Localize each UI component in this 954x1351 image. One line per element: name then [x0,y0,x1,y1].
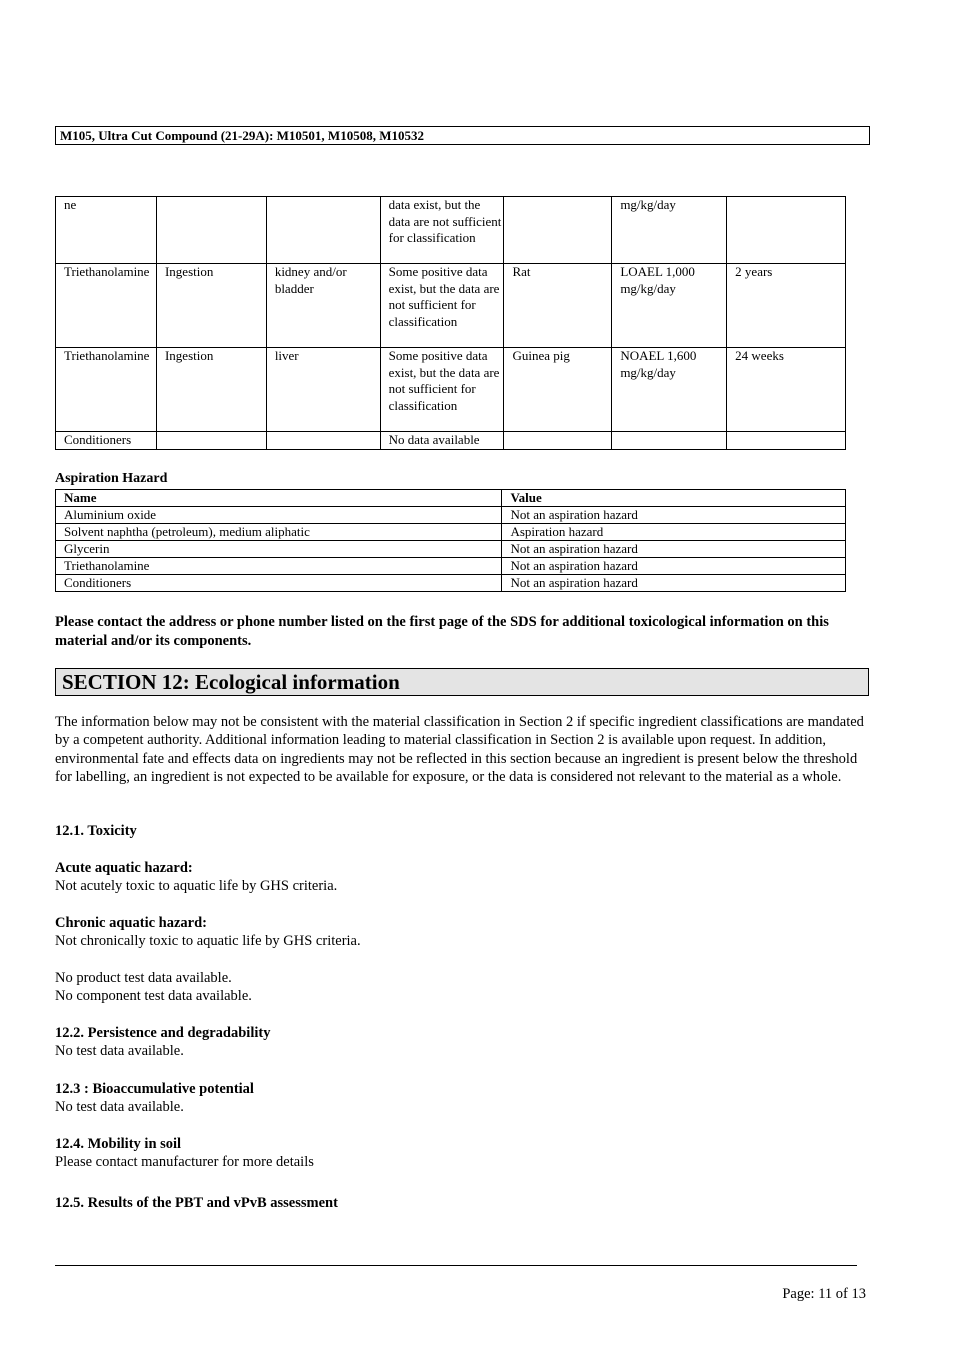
section-12-title: SECTION 12: Ecological information [55,668,869,696]
table-cell [727,432,846,450]
table-cell: Conditioners [56,575,502,592]
table-cell: Not an aspiration hazard [502,575,846,592]
table-cell [612,432,727,450]
table-cell: Ingestion [156,264,266,348]
table-row [56,197,846,264]
table-cell: Not an aspiration hazard [502,541,846,558]
bioaccumulative-text: No test data available. [55,1099,184,1115]
contact-note: Please contact the address or phone number listed on the first page of the SDS for additional toxicological information on this material and/or its components. [55,614,829,649]
table-cell [156,197,266,264]
table-cell: Aspiration hazard [502,524,846,541]
table-cell: liver [266,348,380,432]
column-header-name: Name [56,490,502,507]
no-component-data: No component test data available. [55,988,252,1004]
footer-divider [55,1265,857,1266]
page-number: Page: 11 of 13 [782,1286,866,1302]
table-cell [266,432,380,450]
toxicity-table [55,196,846,450]
chronic-hazard-heading: Chronic aquatic hazard: [55,915,207,931]
table-cell: 24 weeks [727,348,846,432]
table-cell: Glycerin [56,541,502,558]
table-row [56,348,846,432]
section-12-intro: The information below may not be consistent with the material classification in Section 2 if specific ingredient classifications are mandated by a competent authority. Additional information leading to material classification in Section 2 is available upon request. In addition, environmental fate and effects data on ingredients may not be reflected in this section because an ingredient is present below the threshold for labelling, an ingredient is not expected to be available for exposure, or the data is considered not relevant to the material as a whole. [55,714,864,786]
table-cell [156,432,266,450]
pbt-heading: 12.5. Results of the PBT and vPvB assessment [55,1195,338,1211]
table-cell: Some positive data exist, but the data are not sufficient for classification [380,264,504,348]
table-cell: Aluminium oxide [56,507,502,524]
table-cell: ne [56,197,157,264]
table-cell: Not an aspiration hazard [502,558,846,575]
bioaccumulative-heading: 12.3 : Bioaccumulative potential [55,1081,254,1097]
table-cell: Triethanolamine [56,558,502,575]
table-row [56,432,846,450]
mobility-text: Please contact manufacturer for more details [55,1154,314,1170]
aspiration-hazard-title: Aspiration Hazard [55,471,168,486]
table-cell [504,432,612,450]
table-row [56,558,846,575]
table-cell: NOAEL 1,600 mg/kg/day [612,348,727,432]
table-row [56,541,846,558]
persistence-heading: 12.2. Persistence and degradability [55,1025,271,1041]
table-cell: Some positive data exist, but the data are not sufficient for classification [380,348,504,432]
table-cell: Ingestion [156,348,266,432]
table-cell: No data available [380,432,504,450]
table-cell: mg/kg/day [612,197,727,264]
table-row [56,524,846,541]
table-cell: Rat [504,264,612,348]
table-cell: kidney and/or bladder [266,264,380,348]
table-cell: Triethanolamine [56,264,157,348]
acute-hazard-heading: Acute aquatic hazard: [55,860,193,876]
table-cell [727,197,846,264]
table-row [56,507,846,524]
table-cell: Triethanolamine [56,348,157,432]
table-cell: Conditioners [56,432,157,450]
acute-hazard-text: Not acutely toxic to aquatic life by GHS criteria. [55,878,338,894]
persistence-text: No test data available. [55,1043,184,1059]
document-header: M105, Ultra Cut Compound (21-29A): M10501, M10508, M10532 [55,126,870,145]
no-product-data: No product test data available. [55,970,232,986]
aspiration-hazard-table [55,489,846,592]
table-cell: LOAEL 1,000 mg/kg/day [612,264,727,348]
table-cell [266,197,380,264]
column-header-value: Value [502,490,846,507]
table-cell: Guinea pig [504,348,612,432]
chronic-hazard-text: Not chronically toxic to aquatic life by GHS criteria. [55,933,361,949]
table-cell: 2 years [727,264,846,348]
table-cell: Not an aspiration hazard [502,507,846,524]
table-header-row [56,490,846,507]
table-cell [504,197,612,264]
table-row [56,264,846,348]
table-cell: data exist, but the data are not sufficient for classification [380,197,504,264]
toxicity-heading: 12.1. Toxicity [55,823,137,839]
table-row [56,575,846,592]
mobility-heading: 12.4. Mobility in soil [55,1136,182,1152]
table-cell: Solvent naphtha (petroleum), medium aliphatic [56,524,502,541]
